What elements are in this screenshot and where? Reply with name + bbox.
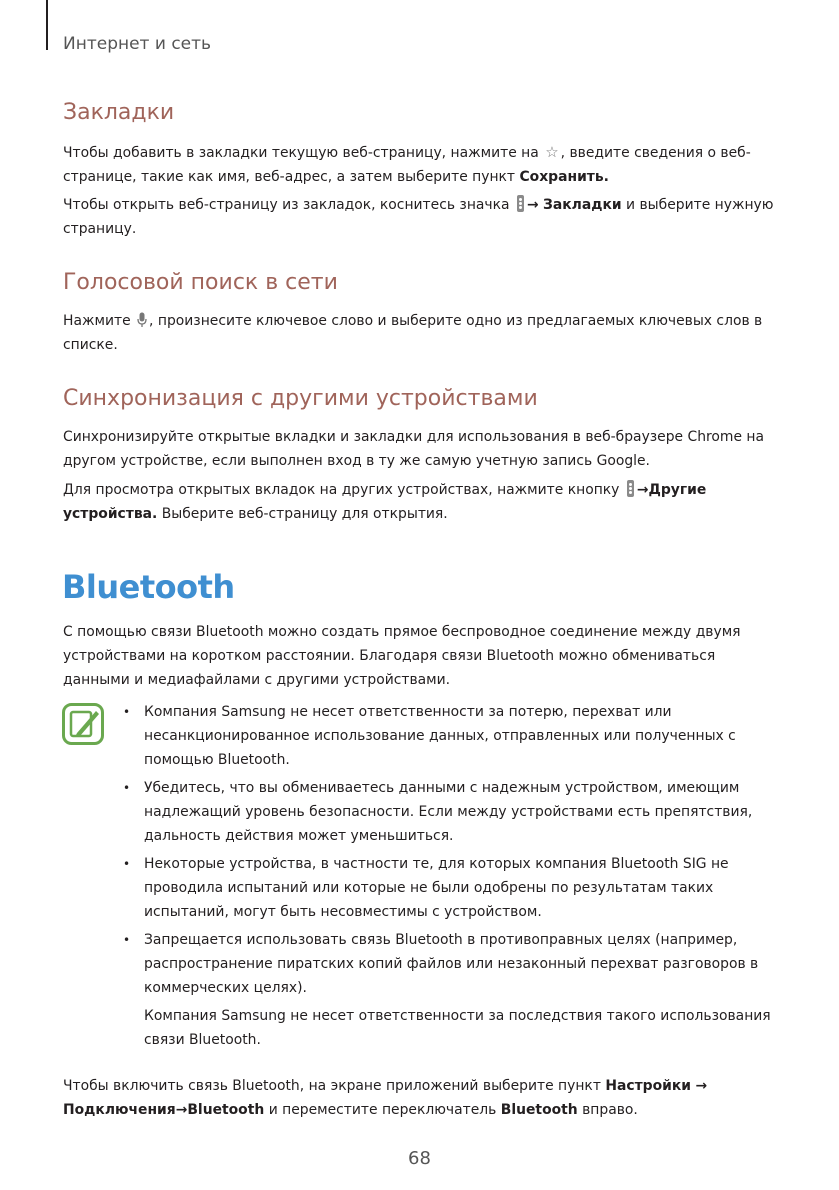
bookmarks-paragraph-2: Чтобы открыть веб-страницу из закладок, коснитесь значка → Закладки и выберите нужную страницу. — [63, 197, 774, 237]
more-options-icon — [627, 480, 634, 497]
star-icon: ☆ — [545, 143, 559, 161]
note-list — [115, 700, 779, 1056]
microphone-icon — [137, 312, 147, 328]
note-item: • Компания Samsung не несет ответственности за потерю, перехват или несанкционированное использование данных, отправленных или полученных с помощью Bluetooth. — [123, 704, 736, 768]
page-number: 68 — [408, 1148, 431, 1169]
note-item-continuation: Компания Samsung не несет ответственности за последствия такого использования связи Bluetooth. — [144, 1008, 771, 1048]
running-header: Интернет и сеть — [63, 34, 212, 54]
sync-paragraph-1: Синхронизируйте открытые вкладки и закладки для использования в веб-браузере Chrome на другом устройстве, если выполнен вход в ту же самую учетную запись Google. — [63, 429, 764, 469]
voice-search-heading: Голосовой поиск в сети — [63, 270, 338, 295]
margin-rule — [46, 0, 48, 50]
bookmarks-paragraph-1: Чтобы добавить в закладки текущую веб-страницу, нажмите на ☆ , введите сведения о веб-страницe, такие как имя, веб-адрес, а затем выберите пункт Сохранить. — [63, 140, 775, 189]
sync-paragraph-2: Для просмотра открытых вкладок на других устройствах, нажмите кнопку →Другие устройства. Выберите веб-страницу для открытия. — [63, 482, 707, 522]
bluetooth-enable-instructions: Чтобы включить связь Bluetooth, на экране приложений выберите пункт Настройки → Подключения→Bluetooth и переместите переключатель Bluetooth вправо. — [63, 1078, 708, 1118]
voice-search-paragraph: Нажмите , произнесите ключевое слово и выберите одно из предлагаемых ключевых слов в списке. — [63, 313, 763, 353]
note-item: • Запрещается использовать связь Bluetooth в противоправных целях (например, распространение пиратских копий файлов или незаконный перехват разговоров в коммерческих целях). — [123, 932, 759, 996]
more-options-icon — [517, 195, 524, 212]
bookmarks-heading: Закладки — [63, 100, 175, 125]
bluetooth-intro: С помощью связи Bluetooth можно создать прямое беспроводное соединение между двумя устройствами на коротком расстоянии. Благодаря связи Bluetooth можно обмениваться данными и медиафайлами с другими устройствами. — [63, 624, 741, 688]
bluetooth-heading: Bluetooth — [62, 568, 235, 606]
sync-heading: Синхронизация с другими устройствами — [63, 386, 538, 411]
note-icon — [62, 703, 104, 745]
note-item: • Убедитесь, что вы обмениваетесь данными с надежным устройством, имеющим надлежащий уровень безопасности. Если между устройствами есть препятствия, дальность действия может уменьшиться. — [123, 780, 753, 844]
note-item: • Некоторые устройства, в частности те, для которых компания Bluetooth SIG не проводила испытаний или которые не были одобрены по результатам таких испытаний, могут быть несовместимы с устройством. — [123, 856, 729, 920]
